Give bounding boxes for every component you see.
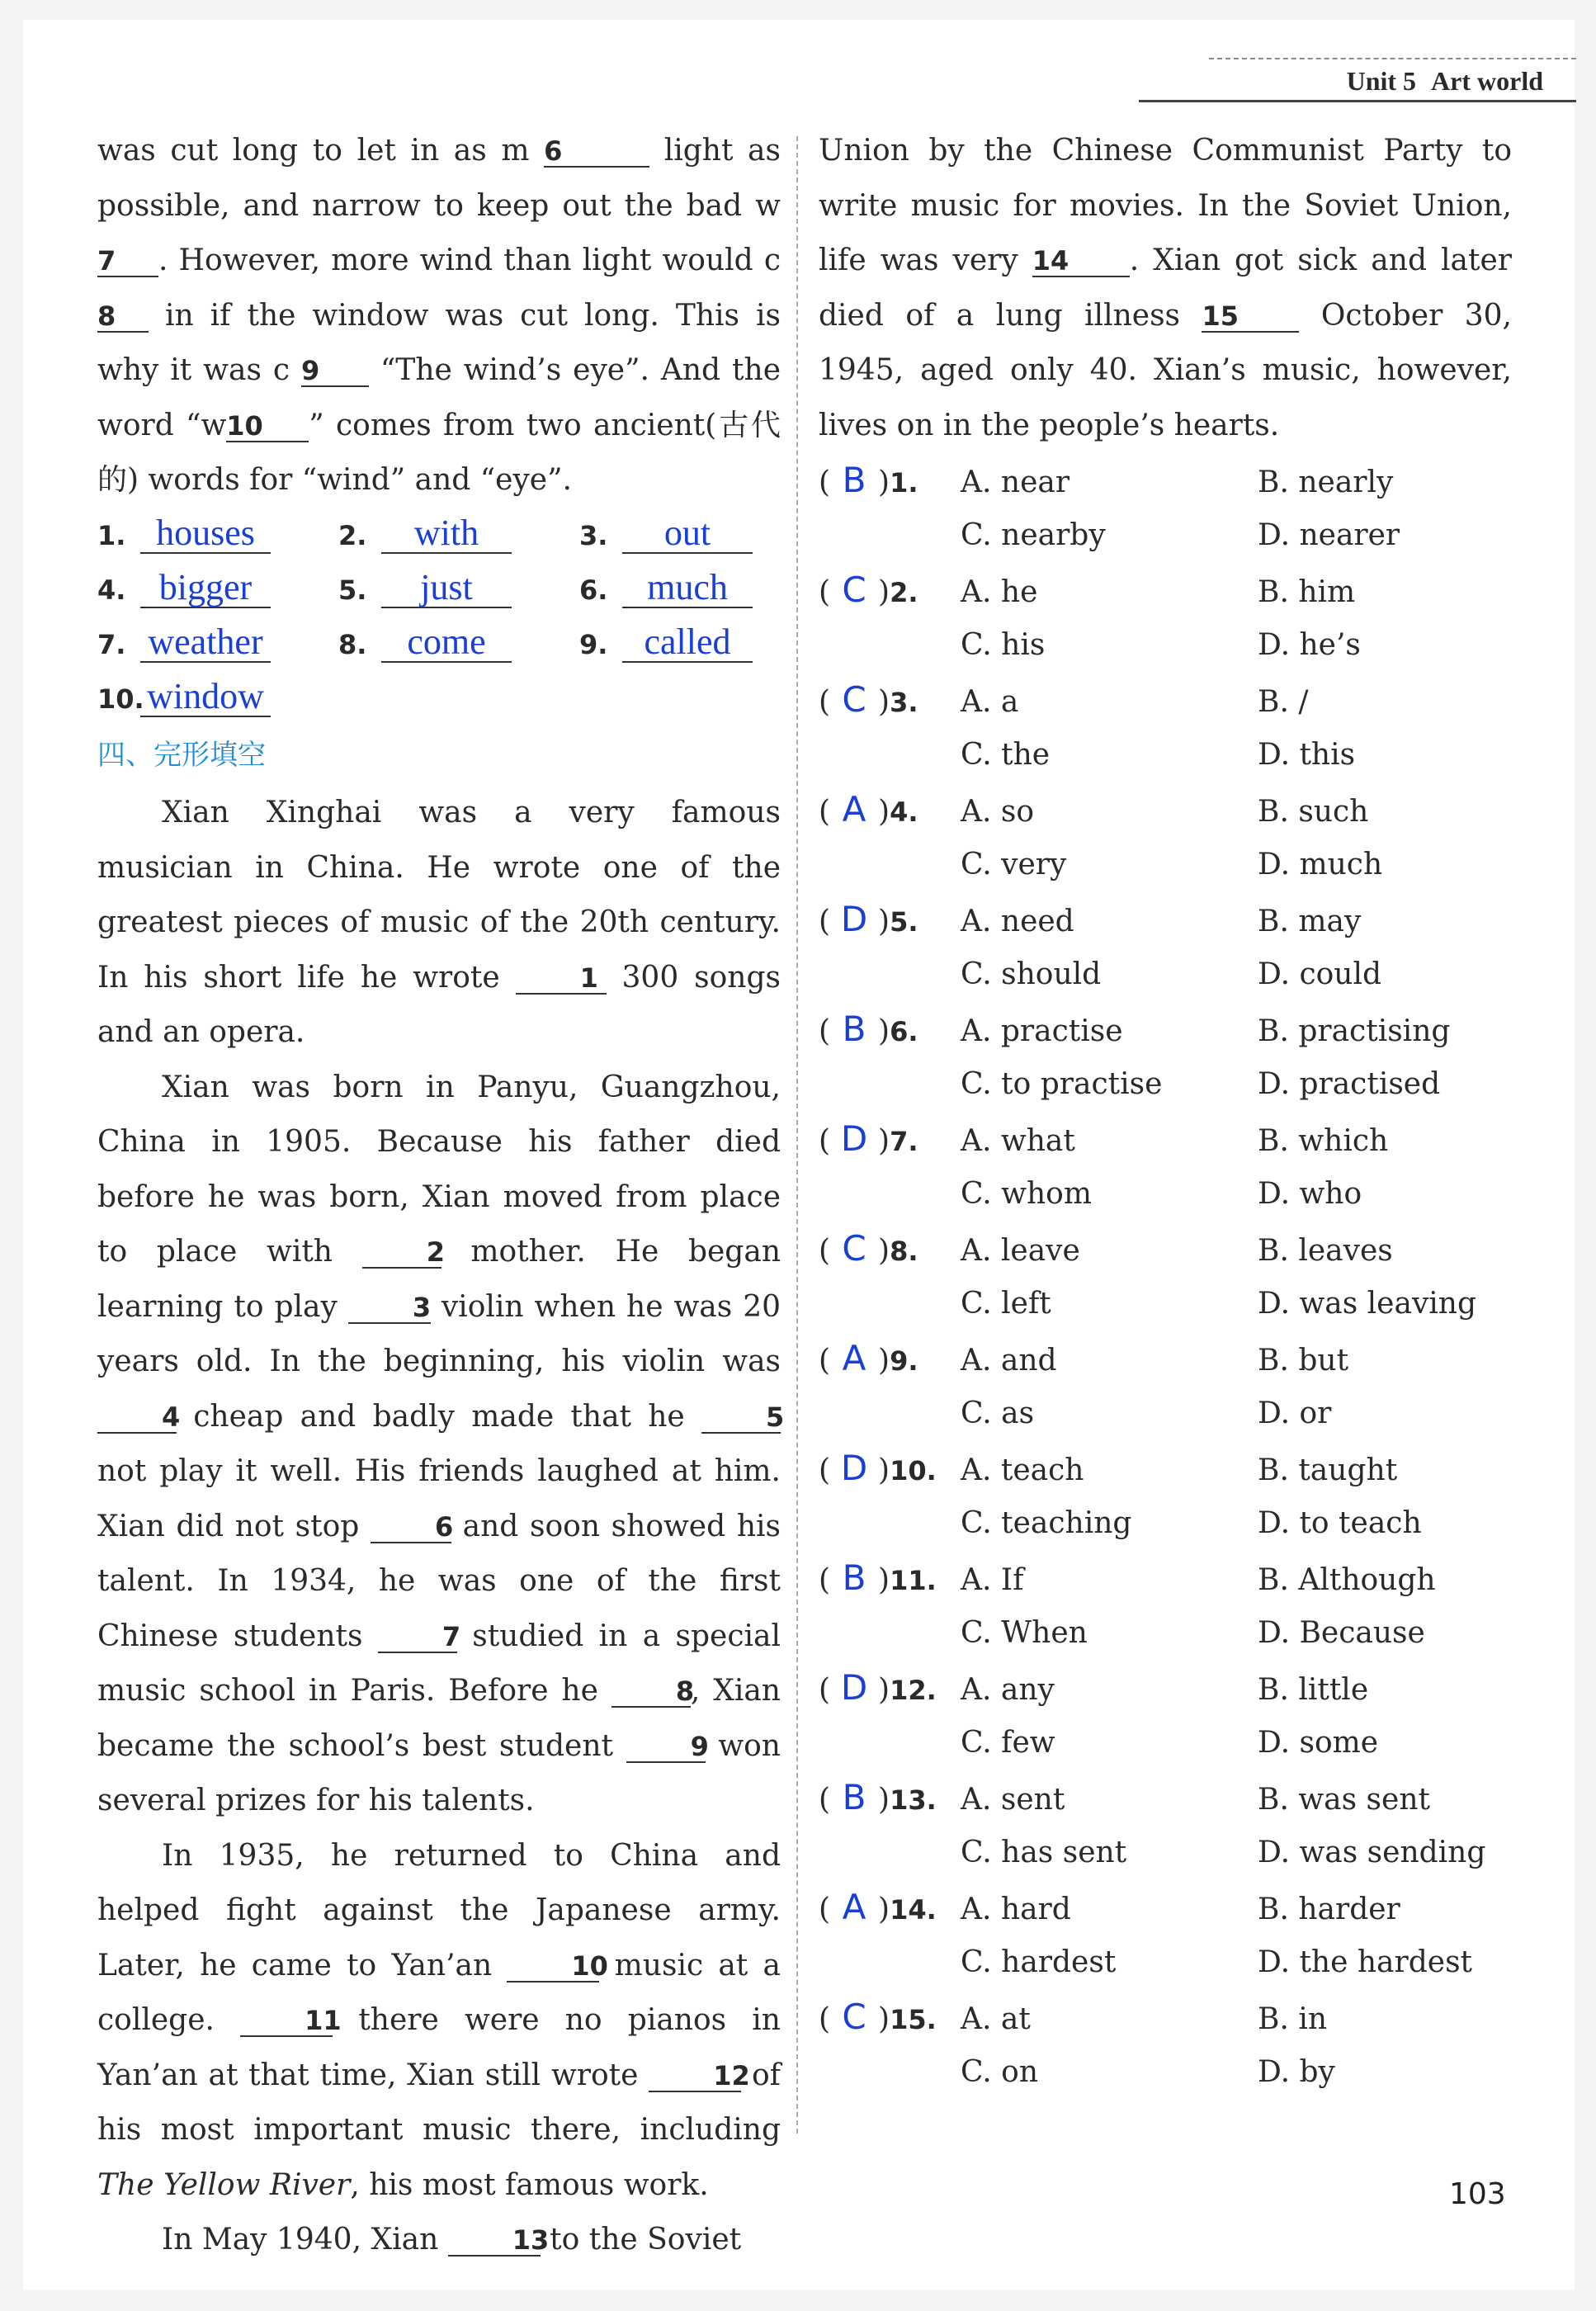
cloze-text: In May 1940, Xian	[162, 2223, 439, 2257]
option-b: B. him	[1258, 575, 1356, 609]
chosen-answer: B	[842, 1557, 866, 1598]
option-d: D. he’s	[1258, 627, 1361, 662]
option-d: D. nearer	[1258, 517, 1400, 552]
option-c: C. to practise	[961, 1066, 1163, 1101]
question-number: 2.	[890, 577, 918, 608]
unit-label: Unit 5	[1346, 66, 1417, 96]
chosen-answer: D	[840, 1448, 868, 1488]
cloze-text: Xian was born in Panyu, Guangzhou, China in 1905. Because his father died before he was born, Xian moved from place to place with	[97, 1070, 781, 1269]
passage-text: was cut long to let in as m	[97, 134, 530, 168]
answer-bracket: ( A )9.	[819, 1331, 961, 1389]
question-number: 12.	[890, 1675, 937, 1706]
question-row	[819, 1716, 1512, 1771]
blank: 3	[348, 1293, 431, 1324]
cloze-paragraph-4	[97, 2213, 781, 2268]
question-row	[819, 1441, 1512, 1496]
question-number: 7.	[890, 1126, 918, 1157]
answer-number: 9.	[579, 628, 608, 660]
blank: 13	[448, 2226, 541, 2257]
answer-number: 10.	[97, 683, 144, 715]
cloze-paragraph-2	[97, 1061, 785, 1829]
question-row	[819, 563, 1512, 618]
fill-in-answers	[97, 508, 781, 726]
passage-text: light as possible, and narrow to keep out the bad w	[97, 134, 781, 223]
option-a: A. If	[961, 1563, 1024, 1597]
answer-word: houses	[140, 514, 271, 554]
blank: 8	[97, 302, 149, 333]
answer-number: 3.	[579, 519, 608, 551]
question-row	[819, 1496, 1512, 1552]
answer-number: 6.	[579, 574, 608, 606]
answer-item	[579, 508, 781, 563]
cloze-paragraph-1	[97, 786, 781, 1061]
cloze-text: October 30, 1945, aged only 40. Xian’s music, however, lives on in the people’s hearts.	[819, 298, 1512, 442]
answer-bracket: ( C )15.	[819, 1990, 961, 2048]
answer-number: 8.	[338, 628, 367, 660]
cloze-text: to the Soviet	[550, 2223, 742, 2257]
option-c: C. When	[961, 1615, 1088, 1650]
option-d: D. the hardest	[1258, 1945, 1473, 1979]
question-row	[819, 1935, 1512, 1991]
question-row	[819, 618, 1512, 673]
blank: 2	[362, 1238, 441, 1269]
blank: 6	[544, 137, 649, 168]
option-c: C. few	[961, 1725, 1055, 1760]
option-d: D. practised	[1258, 1066, 1441, 1101]
question-number: 3.	[890, 687, 918, 718]
answer-number: 4.	[97, 574, 126, 606]
cloze-paragraph-4-continued	[819, 124, 1512, 453]
chosen-answer: B	[842, 1009, 866, 1049]
cloze-text: In 1935, he returned to China and helped fight against the Japanese army. Later, he came to Yan’an	[97, 1838, 781, 1983]
work-title: The Yellow River	[97, 2167, 351, 2202]
cloze-text: and soon showed his talent. In 1934, he was one of the first Chinese students	[97, 1509, 781, 1653]
option-b: B. taught	[1258, 1453, 1398, 1487]
cloze-text: 300 songs and an opera.	[97, 960, 781, 1049]
option-c: C. should	[961, 957, 1102, 991]
blank: 6	[371, 1513, 451, 1543]
left-column	[97, 124, 785, 2268]
question-number: 9.	[890, 1345, 918, 1377]
chosen-answer: D	[840, 899, 868, 939]
answer-item	[97, 617, 338, 672]
blank: 5	[701, 1403, 781, 1434]
answer-bracket: ( C )8.	[819, 1222, 961, 1279]
question-number: 1.	[890, 467, 918, 499]
passage-end	[97, 124, 781, 508]
question-row	[819, 838, 1512, 893]
option-c: C. nearby	[961, 517, 1106, 552]
option-d: D. or	[1258, 1396, 1332, 1430]
question-row	[819, 728, 1512, 783]
blank: 12	[649, 2062, 741, 2092]
option-c: C. left	[961, 1286, 1051, 1321]
cloze-text: , his most famous work.	[350, 2167, 709, 2202]
answer-bracket: ( B )6.	[819, 1002, 961, 1060]
cloze-paragraph-3	[97, 1829, 781, 2214]
option-b: B. practising	[1258, 1014, 1451, 1048]
question-row	[819, 1167, 1512, 1222]
question-number: 15.	[890, 2004, 937, 2035]
option-d: D. who	[1258, 1176, 1362, 1211]
blank: 15	[1202, 302, 1299, 333]
blank: 8	[611, 1677, 691, 1708]
chosen-answer: C	[842, 569, 866, 610]
option-b: B. harder	[1258, 1893, 1400, 1926]
header-rule	[1139, 100, 1576, 102]
question-row	[819, 1277, 1512, 1332]
option-b: B. little	[1258, 1673, 1369, 1707]
cloze-text: . Xian got sick and later died of a lung illness	[819, 243, 1512, 333]
chosen-answer: B	[842, 1777, 866, 1817]
cloze-text: studied in a special music school in Paris. Before he	[97, 1619, 781, 1708]
question-row	[819, 1112, 1512, 1167]
answer-word: with	[381, 514, 512, 554]
option-c: C. very	[961, 847, 1067, 881]
unit-title	[1139, 59, 1576, 100]
cloze-text: music at a college.	[97, 1948, 781, 2037]
chosen-answer: A	[842, 789, 866, 829]
question-number: 4.	[890, 796, 918, 828]
option-a: A. sent	[961, 1783, 1065, 1817]
question-row	[819, 1606, 1512, 1661]
answer-word: called	[622, 623, 753, 663]
question-list	[819, 453, 1512, 2100]
answer-item	[579, 563, 781, 617]
option-b: B. /	[1258, 685, 1309, 719]
question-number: 6.	[890, 1016, 918, 1047]
passage-text: . However, more wind than light would c	[158, 243, 781, 277]
answer-item	[97, 563, 338, 617]
question-row	[819, 508, 1512, 564]
chosen-answer: C	[842, 1228, 866, 1269]
option-a: A. teach	[961, 1453, 1084, 1487]
answer-bracket: ( D )5.	[819, 892, 961, 950]
option-a: A. any	[961, 1673, 1055, 1707]
option-a: A. at	[961, 2002, 1031, 2036]
answer-bracket: ( D )7.	[819, 1112, 961, 1170]
question-row	[819, 892, 1512, 948]
option-d: D. some	[1258, 1725, 1379, 1760]
cloze-text: violin when he was 20 years old. In the beginning, his violin was	[97, 1289, 781, 1378]
blank: 1	[516, 964, 607, 995]
option-a: A. leave	[961, 1234, 1080, 1268]
option-d: D. was leaving	[1258, 1286, 1477, 1321]
option-d: D. much	[1258, 847, 1383, 881]
question-row	[819, 1387, 1512, 1442]
blank: 10	[226, 412, 309, 442]
answer-item	[579, 617, 781, 672]
blank: 4	[97, 1403, 177, 1434]
question-row	[819, 1990, 1512, 2045]
answer-bracket: ( C )3.	[819, 673, 961, 730]
option-b: B. which	[1258, 1124, 1389, 1158]
cloze-text: of his most important music there, including	[97, 2058, 781, 2147]
chosen-answer: C	[842, 1997, 866, 2037]
answer-bracket: ( B )11.	[819, 1551, 961, 1609]
section-title: 四、完形填空	[97, 738, 266, 772]
option-a: A. he	[961, 575, 1038, 609]
answer-number: 1.	[97, 519, 126, 551]
question-number: 10.	[890, 1455, 937, 1486]
question-row	[819, 1222, 1512, 1277]
answer-item	[97, 672, 338, 726]
question-row	[819, 782, 1512, 838]
unit-topic: Art world	[1431, 66, 1543, 96]
column-divider	[796, 136, 798, 2134]
option-a: A. a	[961, 685, 1019, 719]
option-a: A. hard	[961, 1893, 1071, 1926]
question-number: 5.	[890, 906, 918, 938]
answer-word: come	[381, 623, 512, 663]
option-b: B. nearly	[1258, 466, 1394, 499]
option-d: D. could	[1258, 957, 1382, 991]
answer-word: much	[622, 569, 753, 608]
passage-text: in if the window was cut long. This is why it was c	[97, 298, 781, 387]
option-b: B. such	[1258, 795, 1369, 829]
answer-word: bigger	[140, 569, 271, 608]
question-number: 14.	[890, 1894, 937, 1926]
cloze-text: there were no pianos in Yan’an at that time, Xian still wrote	[97, 2003, 781, 2092]
option-d: D. by	[1258, 2054, 1335, 2089]
cloze-text: Xian Xinghai was a very famous musician in China. He wrote one of the greatest pieces of music of the 20th century. In his short life he wrote	[97, 796, 781, 995]
chosen-answer: C	[842, 679, 866, 720]
passage-text: ” comes from two ancient(古代的) words for “wind” and “eye”.	[97, 408, 781, 497]
blank: 14	[1032, 247, 1130, 277]
answer-bracket: ( D )12.	[819, 1661, 961, 1718]
option-b: B. was sent	[1258, 1783, 1430, 1817]
answer-word: out	[622, 514, 753, 554]
blank: 7	[97, 247, 158, 277]
option-b: B. in	[1258, 2002, 1328, 2036]
answer-word: weather	[140, 623, 271, 663]
question-row	[819, 1057, 1512, 1113]
option-b: B. but	[1258, 1344, 1349, 1378]
chosen-answer: B	[842, 460, 866, 500]
answer-item	[338, 617, 579, 672]
question-row	[819, 1661, 1512, 1716]
answer-bracket: ( D )10.	[819, 1441, 961, 1499]
question-row	[819, 948, 1512, 1003]
option-b: B. may	[1258, 905, 1362, 938]
blank: 9	[626, 1732, 706, 1763]
right-column	[819, 124, 1512, 2100]
option-a: A. need	[961, 905, 1074, 938]
answer-number: 7.	[97, 628, 126, 660]
cloze-text: , Xian became the school’s best student	[97, 1674, 781, 1763]
chosen-answer: A	[842, 1887, 866, 1927]
cloze-text: cheap and badly made that he	[193, 1399, 685, 1434]
answer-bracket: ( A )4.	[819, 782, 961, 840]
option-b: B. Although	[1258, 1563, 1436, 1597]
chosen-answer: D	[840, 1667, 868, 1708]
option-d: D. this	[1258, 737, 1356, 772]
option-c: C. teaching	[961, 1505, 1132, 1540]
option-c: C. the	[961, 737, 1051, 772]
question-number: 11.	[890, 1565, 937, 1596]
chosen-answer: D	[840, 1118, 868, 1159]
option-a: A. practise	[961, 1014, 1123, 1048]
answer-bracket: ( B )13.	[819, 1770, 961, 1828]
blank: 11	[240, 2006, 333, 2037]
answer-bracket: ( B )1.	[819, 453, 961, 511]
option-a: A. what	[961, 1124, 1075, 1158]
question-row	[819, 1770, 1512, 1826]
blank: 7	[378, 1623, 457, 1653]
answer-number: 5.	[338, 574, 367, 606]
question-row	[819, 1826, 1512, 1881]
option-d: D. to teach	[1258, 1505, 1422, 1540]
cloze-text: Union by the Chinese Communist Party to write music for movies. In the Soviet Union, life was very	[819, 134, 1512, 277]
option-c: C. hardest	[961, 1945, 1117, 1979]
option-d: D. Because	[1258, 1615, 1425, 1650]
option-d: D. was sending	[1258, 1835, 1486, 1869]
option-b: B. leaves	[1258, 1234, 1393, 1268]
question-row	[819, 453, 1512, 508]
question-row	[819, 1551, 1512, 1606]
question-row	[819, 2045, 1512, 2101]
answer-word: window	[140, 678, 271, 717]
answer-number: 2.	[338, 519, 367, 551]
running-header	[1139, 58, 1576, 102]
blank: 10	[507, 1952, 599, 1983]
question-row	[819, 1002, 1512, 1057]
question-row	[819, 1880, 1512, 1935]
answer-word: just	[381, 569, 512, 608]
answer-bracket: ( A )14.	[819, 1880, 961, 1938]
option-a: A. and	[961, 1344, 1057, 1378]
chosen-answer: A	[842, 1338, 866, 1378]
question-number: 8.	[890, 1236, 918, 1267]
question-number: 13.	[890, 1784, 937, 1816]
option-c: C. has sent	[961, 1835, 1127, 1869]
question-row	[819, 1331, 1512, 1387]
answer-item	[338, 563, 579, 617]
answer-item	[97, 508, 338, 563]
option-c: C. as	[961, 1396, 1035, 1430]
cloze-text: mother. He began learning to play	[97, 1235, 781, 1324]
option-a: A. near	[961, 466, 1070, 499]
answer-item	[338, 508, 579, 563]
option-c: C. on	[961, 2054, 1039, 2089]
cloze-text: won several prizes for his talents.	[97, 1728, 781, 1817]
option-c: C. whom	[961, 1176, 1092, 1211]
passage-text: “The wind’s eye”. And the word “w	[97, 353, 781, 442]
cloze-text: not play it well. His friends laughed at him. Xian did not stop	[97, 1454, 781, 1543]
page-number: 103	[1449, 2177, 1506, 2211]
blank: 9	[301, 357, 369, 387]
option-c: C. his	[961, 627, 1046, 662]
question-row	[819, 673, 1512, 728]
option-a: A. so	[961, 795, 1035, 829]
answer-bracket: ( C )2.	[819, 563, 961, 621]
